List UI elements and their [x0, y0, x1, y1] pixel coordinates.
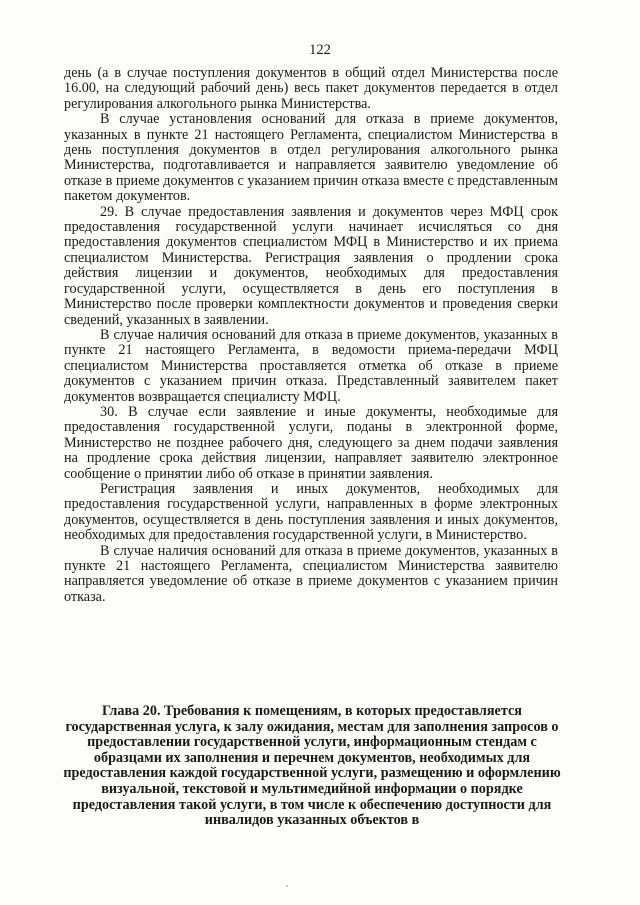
paragraph: день (а в случае поступления документов в общий отдел Министерства после 16.00, на следующий рабочий день) весь пакет документов передается в отдел регулирования алкогольного рынка Министерства.	[64, 65, 558, 112]
page-number: 122	[309, 42, 331, 58]
paragraph: В случае установления оснований для отказа в приеме документов, указанных в пункте 21 настоящего Регламента, специалистом Министерства в день поступления документов в отдел регулирования алкогольного рынка Министерства, подготавливается и направляется заявителю уведомление об отказе в приеме документов с указанием причин отказа вместе с представленным пакетом документов.	[64, 111, 558, 205]
paragraph: 29. В случае предоставления заявления и документов через МФЦ срок предоставления государственной услуги начинает исчисляться со дня предоставления документов специалистом МФЦ в Министерство и их приема специалистом Министерства. Регистрация заявления о продлении срока действия лицензии и документов, необходимых для предоставления государственной услуги, осуществляется в день его поступления в Министерство после проверки комплектности документов и проведения сверки сведений, указанных в заявлении.	[64, 203, 558, 328]
scan-artifact	[286, 885, 288, 887]
body-text	[64, 66, 558, 605]
paragraph: В случае наличия оснований для отказа в приеме документов, указанных в пункте 21 настоящего Регламента, в ведомости приема-передачи МФЦ специалистом Министерства проставляется отметка об отказе в приеме документов с указанием причин отказа. Представленный заявителем пакет документов возвращается специалисту МФЦ.	[64, 326, 558, 405]
paragraph: В случае наличия оснований для отказа в приеме документов, указанных в пункте 21 настоящего Регламента, специалистом Министерства заявителю направляется уведомление об отказе в приеме документов с указанием причин отказа.	[64, 542, 558, 605]
paragraph: 30. В случае если заявление и иные документы, необходимые для предоставления государственной услуги, поданы в электронной форме, Министерство не позднее рабочего дня, следующего за днем подачи заявления на продление срока действия лицензии, направляет заявителю электронное сообщение о принятии либо об отказе в принятии заявления.	[64, 403, 558, 482]
chapter-heading: Глава 20. Требования к помещениям, в которых предоставляется государственная услуга, к залу ожидания, местам для заполнения запросов о предоставлении государственной услуги, информационным стендам с образцами их заполнения и перечнем документов, необходимых для предоставления каждой государственной услуги, размещению и оформлению визуальной, текстовой и мультимедийной информации о порядке предоставления такой услуги, в том числе к обеспечению доступности для инвалидов указанных объектов в	[63, 703, 561, 829]
paragraph: Регистрация заявления и иных документов, необходимых для предоставления государственной услуги, направленных в форме электронных документов, осуществляется в день поступления заявления и иных документов, необходимых для предоставления государственной услуги, в Министерство.	[64, 480, 558, 544]
